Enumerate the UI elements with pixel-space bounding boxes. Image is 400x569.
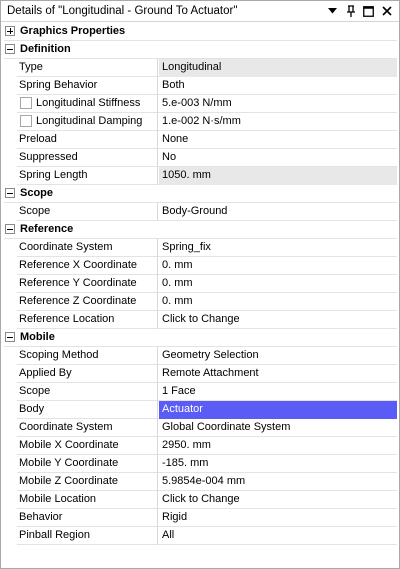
property-row-body[interactable]: [4, 401, 397, 419]
property-name-cell: [17, 419, 158, 437]
property-value: Both: [162, 79, 185, 91]
property-row-mobile-y[interactable]: [4, 455, 397, 473]
property-name: Mobile Location: [19, 493, 97, 505]
property-row-scoping-method[interactable]: [4, 347, 397, 365]
property-value-cell[interactable]: [159, 365, 397, 383]
property-name-cell: [17, 275, 158, 293]
property-row-spring-behavior[interactable]: [4, 77, 397, 95]
property-name: Reference Location: [19, 313, 115, 325]
property-value-cell[interactable]: [159, 77, 397, 95]
property-name-cell: [17, 365, 158, 383]
property-row-applied-by[interactable]: [4, 365, 397, 383]
property-value-cell[interactable]: [159, 491, 397, 509]
property-value: None: [162, 133, 189, 145]
property-value-cell[interactable]: [159, 239, 397, 257]
property-name-cell: [17, 455, 158, 473]
property-name-cell: [17, 347, 158, 365]
property-name-cell: [17, 491, 158, 509]
property-value-cell[interactable]: [159, 293, 397, 311]
property-value: 0. mm: [162, 277, 193, 289]
property-name-cell: [17, 293, 158, 311]
property-row-scope[interactable]: [4, 203, 397, 221]
parameter-checkbox[interactable]: [20, 115, 32, 127]
property-row-behavior[interactable]: [4, 509, 397, 527]
property-value: Rigid: [162, 511, 188, 523]
property-value: 5.e-003 N/mm: [162, 97, 232, 109]
property-row-type[interactable]: [4, 59, 397, 77]
property-name: Longitudinal Damping: [36, 115, 143, 127]
property-name-cell: [17, 509, 158, 527]
property-value-cell[interactable]: [159, 347, 397, 365]
property-name-cell: [17, 113, 158, 131]
property-row-mobile-z[interactable]: [4, 473, 397, 491]
property-name: Applied By: [19, 367, 72, 379]
dropdown-icon[interactable]: [326, 4, 339, 18]
property-row-mobile-scope[interactable]: [4, 383, 397, 401]
property-name: Reference X Coordinate: [19, 259, 138, 271]
property-value-cell[interactable]: [159, 167, 397, 185]
property-value: 0. mm: [162, 295, 193, 307]
category-label: Definition: [20, 43, 71, 55]
title-controls: [326, 4, 393, 18]
property-name: Behavior: [19, 511, 63, 523]
property-name-cell: [17, 401, 158, 419]
property-name-cell: [17, 257, 158, 275]
category-label: Scope: [20, 187, 54, 199]
collapse-icon[interactable]: [5, 224, 15, 234]
category-reference[interactable]: [4, 221, 397, 239]
property-name-cell: [17, 95, 158, 113]
maximize-icon[interactable]: [362, 4, 375, 18]
pin-icon[interactable]: [344, 4, 357, 18]
property-name-cell: [17, 203, 158, 221]
property-value-cell[interactable]: [159, 203, 397, 221]
property-name-cell: [17, 77, 158, 95]
property-value: 5.9854e-004 mm: [162, 475, 246, 487]
property-value: Longitudinal: [162, 61, 222, 73]
property-value-cell[interactable]: [159, 509, 397, 527]
property-value: Remote Attachment: [162, 367, 259, 379]
property-name: Body: [19, 403, 45, 415]
property-name: Reference Z Coordinate: [19, 295, 137, 307]
property-value-cell[interactable]: [159, 59, 397, 77]
property-grid: [4, 23, 397, 545]
property-name-cell: [17, 167, 158, 185]
property-name: Scoping Method: [19, 349, 99, 361]
property-value-cell-selected[interactable]: [159, 401, 397, 419]
category-scope[interactable]: [4, 185, 397, 203]
property-value: Actuator: [162, 403, 203, 415]
property-value: 0. mm: [162, 259, 193, 271]
collapse-icon[interactable]: [5, 44, 15, 54]
property-name-cell: [17, 527, 158, 545]
property-name: Reference Y Coordinate: [19, 277, 137, 289]
collapse-icon[interactable]: [5, 188, 15, 198]
property-value-cell[interactable]: [159, 527, 397, 545]
property-value-cell[interactable]: [159, 473, 397, 491]
category-definition[interactable]: [4, 41, 397, 59]
property-value-cell[interactable]: [159, 419, 397, 437]
property-value: -185. mm: [162, 457, 209, 469]
property-value: Click to Change: [162, 313, 240, 325]
category-mobile[interactable]: [4, 329, 397, 347]
property-name: Preload: [19, 133, 57, 145]
property-value: 1 Face: [162, 385, 196, 397]
expand-icon[interactable]: [5, 26, 15, 36]
property-value: All: [162, 529, 175, 541]
property-value-cell[interactable]: [159, 131, 397, 149]
property-value: 1050. mm: [162, 169, 211, 181]
property-value: Global Coordinate System: [162, 421, 291, 433]
property-value-cell[interactable]: [159, 113, 397, 131]
property-value-cell[interactable]: [159, 437, 397, 455]
property-row-longitudinal-damping[interactable]: [4, 113, 397, 131]
property-name: Type: [19, 61, 43, 73]
property-row-pinball-region[interactable]: [4, 527, 397, 545]
property-row-reference-location[interactable]: [4, 311, 397, 329]
property-value: Body-Ground: [162, 205, 228, 217]
property-row-reference-coordinate-system[interactable]: [4, 239, 397, 257]
category-label: Reference: [20, 223, 74, 235]
property-name: Spring Behavior: [19, 79, 98, 91]
property-value-cell[interactable]: [159, 95, 397, 113]
property-row-mobile-location[interactable]: [4, 491, 397, 509]
property-row-reference-x[interactable]: [4, 257, 397, 275]
property-value: Spring_fix: [162, 241, 211, 253]
category-label: Graphics Properties: [20, 25, 126, 37]
category-label: Mobile: [20, 331, 55, 343]
property-row-mobile-coordinate-system[interactable]: [4, 419, 397, 437]
property-name: Mobile Z Coordinate: [19, 475, 119, 487]
property-name: Mobile X Coordinate: [19, 439, 119, 451]
property-value-cell[interactable]: [159, 275, 397, 293]
property-value-cell[interactable]: [159, 311, 397, 329]
property-value: 1.e-002 N·s/mm: [162, 115, 241, 127]
details-title-bar: [1, 1, 399, 22]
property-value-cell[interactable]: [159, 149, 397, 167]
property-row-spring-length[interactable]: [4, 167, 397, 185]
property-name-cell: [17, 473, 158, 491]
property-name: Scope: [19, 385, 51, 397]
property-name: Coordinate System: [19, 421, 113, 433]
property-name-cell: [17, 149, 158, 167]
property-name: Mobile Y Coordinate: [19, 457, 119, 469]
property-name: Scope: [19, 205, 51, 217]
property-name: Coordinate System: [19, 241, 113, 253]
property-name-cell: [17, 311, 158, 329]
property-row-preload[interactable]: [4, 131, 397, 149]
collapse-icon[interactable]: [5, 332, 15, 342]
property-value: No: [162, 151, 177, 163]
category-graphics-properties[interactable]: [4, 23, 397, 41]
property-name-cell: [17, 131, 158, 149]
property-value-cell[interactable]: [159, 257, 397, 275]
property-value: Click to Change: [162, 493, 240, 505]
property-name-cell: [17, 383, 158, 401]
property-value: Geometry Selection: [162, 349, 259, 361]
property-name: Suppressed: [19, 151, 78, 163]
property-name: Pinball Region: [19, 529, 90, 541]
property-name: Spring Length: [19, 169, 88, 181]
property-row-longitudinal-stiffness[interactable]: [4, 95, 397, 113]
property-name-cell: [17, 239, 158, 257]
property-row-reference-y[interactable]: [4, 275, 397, 293]
close-icon[interactable]: [380, 4, 393, 18]
property-row-reference-z[interactable]: [4, 293, 397, 311]
property-row-suppressed[interactable]: [4, 149, 397, 167]
property-name-cell: [17, 59, 158, 77]
property-value-cell[interactable]: [159, 455, 397, 473]
property-value-cell[interactable]: [159, 383, 397, 401]
property-value: 2950. mm: [162, 439, 211, 451]
parameter-checkbox[interactable]: [20, 97, 32, 109]
property-name-cell: [17, 437, 158, 455]
property-row-mobile-x[interactable]: [4, 437, 397, 455]
details-title: Details of "Longitudinal - Ground To Actuator": [7, 5, 238, 17]
property-name: Longitudinal Stiffness: [36, 97, 141, 109]
